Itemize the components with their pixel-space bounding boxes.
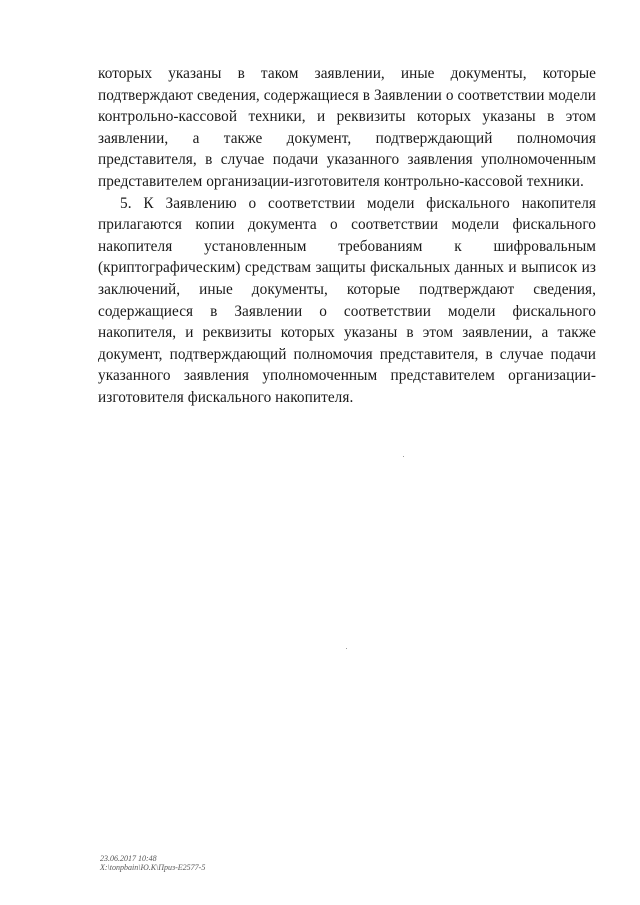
scan-speck (346, 648, 347, 649)
paragraph-continuation: которых указаны в таком заявлении, иные документы, которые подтверждают сведения, содержащиеся в Заявлении о соответствии модели контрольно-кассовой техники, и реквизиты которых указаны в этом заявлении, а также документ, подтверждающий полномочия представителя, в случае подачи указанного заявления уполномоченным представителем организации-изготовителя контрольно-кассовой техники. (98, 65, 596, 190)
footer-timestamp: 23.06.2017 10:48 (100, 854, 157, 863)
paragraph-item-5: 5. К Заявлению о соответствии модели фискального накопителя прилагаются копии документа о соответствии модели фискального накопителя установленным требованиям к шифровальным (криптографическим) средствам защиты фискальных данных и выписок из заключений, иные документы, которые подтверждают сведения, содержащиеся в Заявлении о соответствии модели фискального накопителя, и реквизиты которых указаны в этом заявлении, а также документ, подтверждающий полномочия представителя, в случае подачи указанного заявления уполномоченным представителем организации-изготовителя фискального накопителя. (98, 194, 596, 406)
document-footer (100, 854, 205, 872)
footer-file-path: X:\tonpbain\Ю.К\Приз-Е2577-5 (100, 863, 206, 872)
scan-speck (403, 456, 404, 457)
document-body (98, 63, 596, 409)
